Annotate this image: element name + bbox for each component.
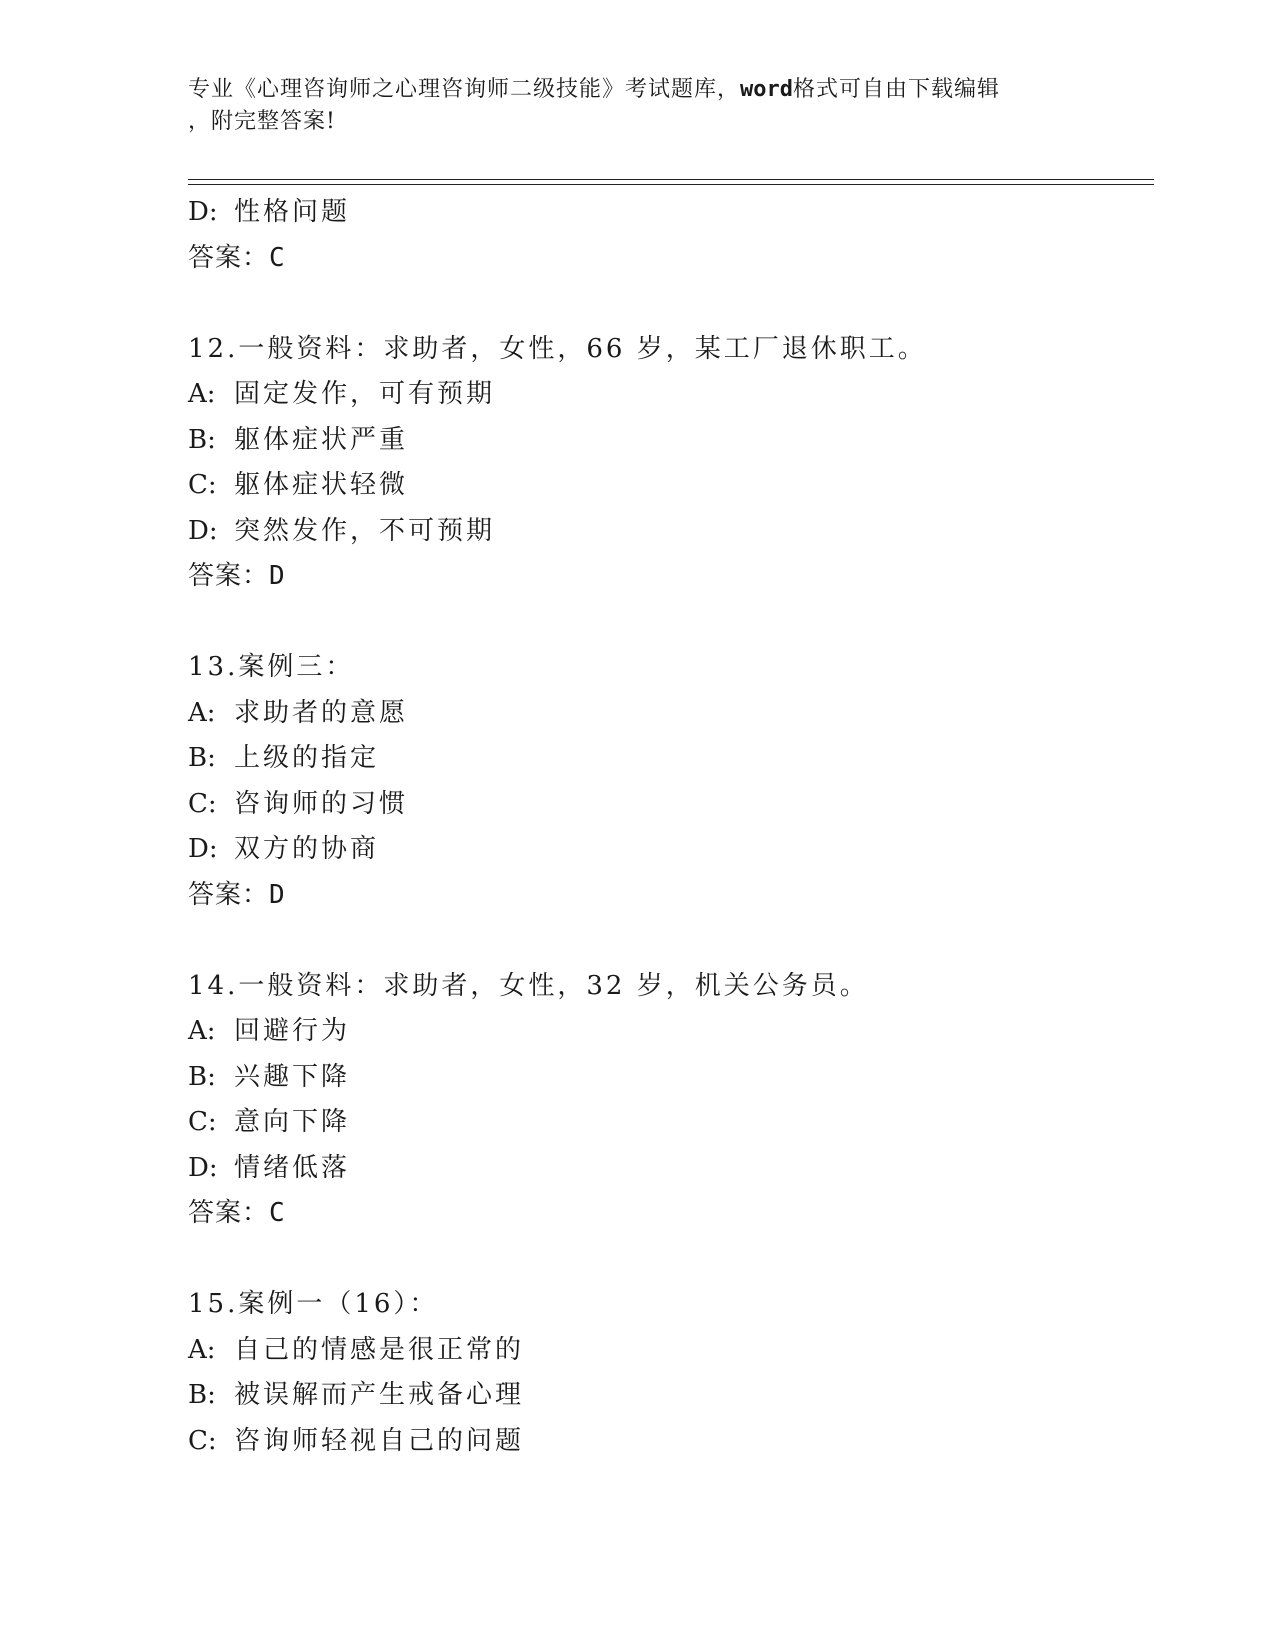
option-item: [188, 691, 1154, 737]
answer-label: 答案：: [188, 242, 270, 273]
option-text: 回避行为: [234, 1016, 351, 1046]
option-item: [188, 190, 1154, 236]
option-item: [188, 418, 1154, 464]
question-stem: 15.案例一（16）：: [188, 1289, 439, 1319]
header-suffix: 格式可自由下载编辑: [793, 77, 1001, 102]
option-letter: B:: [188, 1380, 216, 1410]
option-item: [188, 1009, 1154, 1055]
option-item: [188, 827, 1154, 873]
spacer: [188, 600, 1154, 646]
option-letter: B:: [188, 424, 216, 455]
document-header: [188, 74, 1088, 138]
option-item: [188, 1100, 1154, 1146]
answer-value: D: [269, 561, 286, 591]
answer-label: 答案：: [188, 1198, 270, 1228]
option-letter: C:: [188, 788, 217, 819]
header-prefix: 专业《心理咨询师之心理咨询师二级技能》考试题库，: [188, 77, 741, 102]
option-text: 双方的协商: [234, 834, 380, 864]
header-word: word: [740, 77, 793, 102]
answer-label: 答案：: [188, 879, 270, 910]
option-letter: C:: [188, 470, 217, 500]
option-letter: D:: [188, 1152, 218, 1183]
answer-value: C: [269, 242, 286, 273]
option-item: [188, 1146, 1154, 1192]
answer-line: [188, 1191, 1154, 1237]
answer-line: [188, 554, 1154, 600]
answer-value: C: [269, 1198, 286, 1228]
option-text: 躯体症状严重: [234, 424, 409, 455]
option-item: [188, 463, 1154, 509]
option-letter: C:: [188, 1107, 217, 1137]
option-letter: D:: [188, 834, 218, 864]
spacer: [188, 1237, 1154, 1283]
option-item: [188, 372, 1154, 418]
option-item: [188, 782, 1154, 828]
option-letter: A:: [188, 1016, 216, 1046]
header-divider-top: [188, 179, 1154, 180]
option-text: 咨询师轻视自己的问题: [234, 1425, 525, 1456]
answer-label: 答案：: [188, 561, 270, 591]
header-line-1: [188, 74, 1088, 106]
option-text: 被误解而产生戒备心理: [234, 1380, 525, 1410]
option-text: 自己的情感是很正常的: [234, 1334, 525, 1365]
spacer: [188, 918, 1154, 964]
question-stem: 13.案例三：: [188, 652, 355, 682]
option-letter: A:: [188, 1334, 216, 1365]
answer-line: [188, 236, 1154, 282]
option-item: [188, 1419, 1154, 1465]
spacer: [188, 281, 1154, 327]
option-item: [188, 736, 1154, 782]
option-item: [188, 1328, 1154, 1374]
option-text: 咨询师的习惯: [234, 788, 409, 819]
option-letter: C:: [188, 1425, 217, 1456]
option-letter: A:: [188, 379, 216, 409]
option-text: 兴趣下降: [234, 1061, 351, 1092]
option-letter: D:: [188, 197, 218, 227]
option-text: 性格问题: [234, 197, 351, 227]
option-item: [188, 1055, 1154, 1101]
option-letter: A:: [188, 697, 216, 728]
option-letter: B:: [188, 743, 216, 773]
question-stem: 12.一般资料：求助者，女性，66 岁，某工厂退休职工。: [188, 333, 927, 364]
question-stem: 14.一般资料：求助者，女性，32 岁，机关公务员。: [188, 970, 869, 1001]
option-text: 突然发作，不可预期: [234, 515, 496, 546]
option-text: 情绪低落: [234, 1152, 351, 1183]
option-item: [188, 1373, 1154, 1419]
option-text: 躯体症状轻微: [234, 470, 409, 500]
answer-line: [188, 873, 1154, 919]
header-divider-bottom: [188, 184, 1154, 185]
option-text: 上级的指定: [234, 743, 380, 773]
option-text: 意向下降: [234, 1107, 351, 1137]
question-list: [188, 190, 1154, 1464]
answer-value: D: [269, 879, 286, 910]
option-item: [188, 509, 1154, 555]
header-line-2: ，附完整答案!: [188, 109, 336, 134]
option-text: 固定发作，可有预期: [234, 379, 496, 409]
option-letter: D:: [188, 515, 218, 546]
option-letter: B:: [188, 1061, 216, 1092]
option-text: 求助者的意愿: [234, 697, 409, 728]
